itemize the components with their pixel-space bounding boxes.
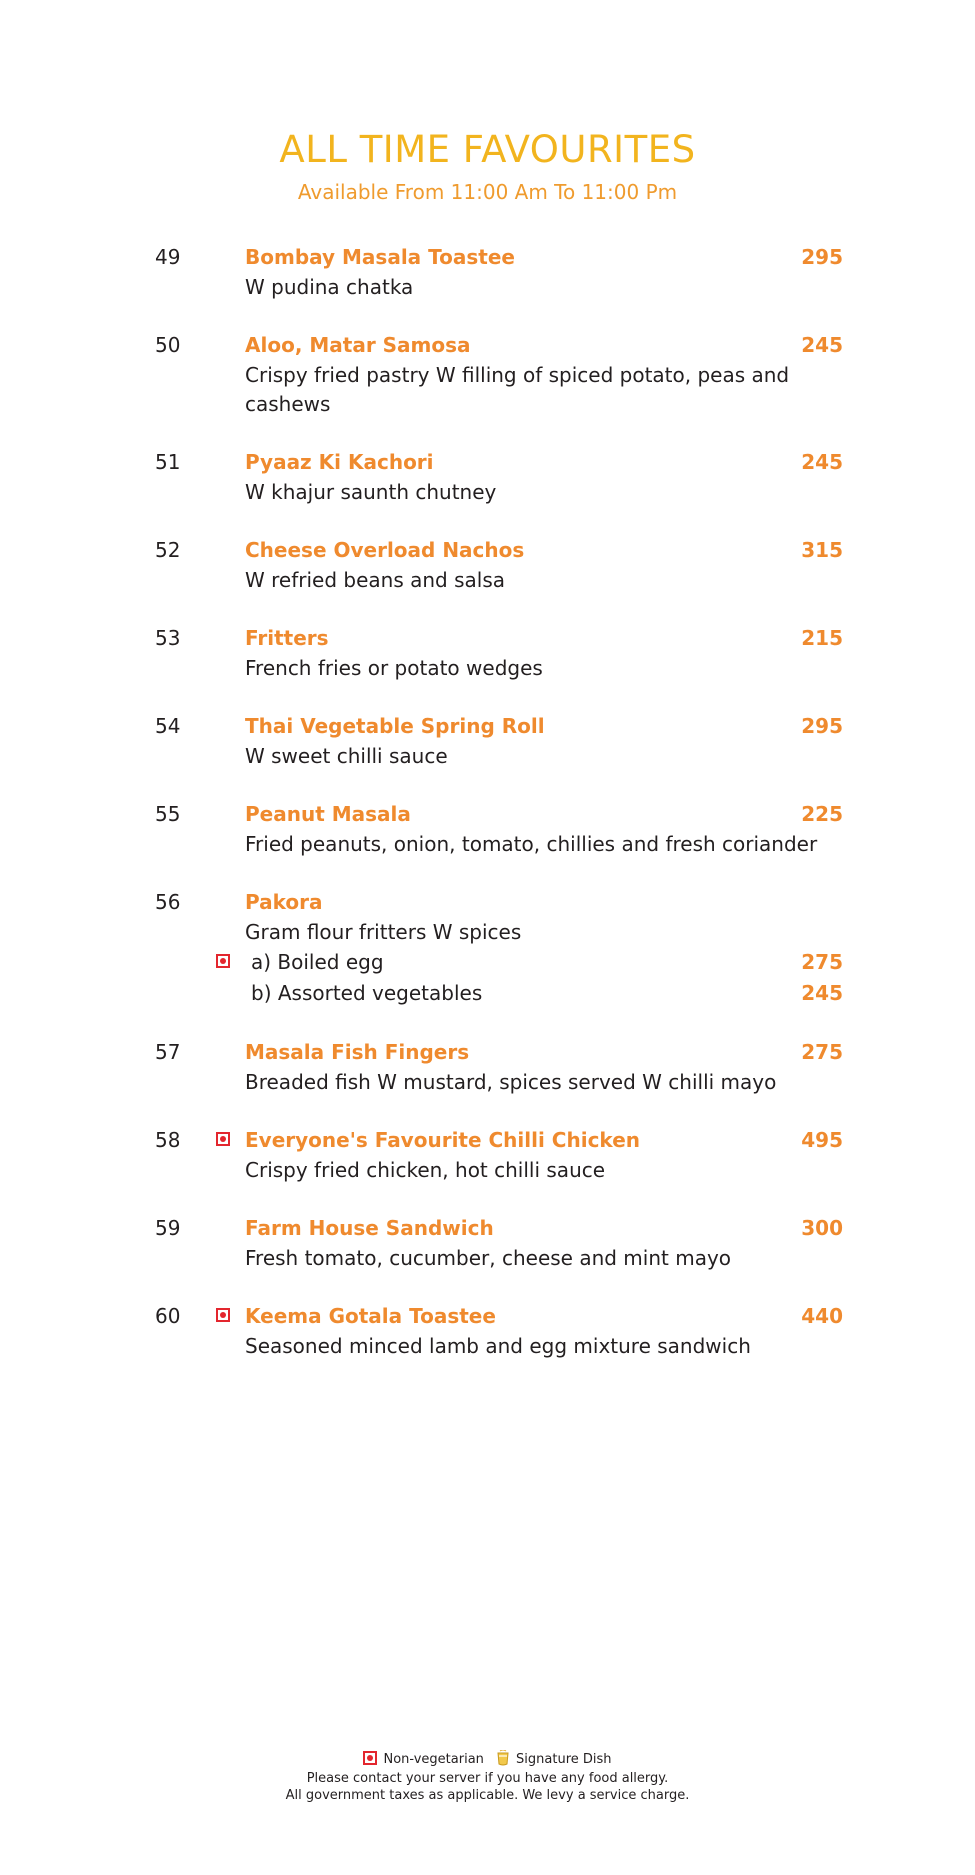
item-name: Keema Gotala Toastee [245, 1304, 496, 1328]
menu-item-header [0, 711, 975, 742]
item-name: Cheese Overload Nachos [245, 538, 525, 562]
menu-item-header [0, 1301, 975, 1332]
item-number: 49 [155, 245, 181, 269]
item-name: Farm House Sandwich [245, 1216, 494, 1240]
item-description: Crispy fried pastry W filling of spiced potato, peas and cashews [245, 363, 790, 416]
menu-header [0, 128, 975, 206]
allergy-note: Please contact your server if you have any food allergy. [306, 1771, 669, 1786]
menu-item-header [0, 1213, 975, 1244]
item-name: Bombay Masala Toastee [245, 245, 515, 269]
menu-item [0, 1213, 975, 1273]
item-description: Fried peanuts, onion, tomato, chillies and fresh coriander [245, 832, 818, 856]
item-number: 59 [155, 1216, 181, 1240]
option-label: a) Boiled egg [251, 950, 384, 974]
menu-item [0, 799, 975, 859]
item-name: Thai Vegetable Spring Roll [245, 714, 545, 738]
item-name: Everyone's Favourite Chilli Chicken [245, 1128, 640, 1152]
item-number: 58 [155, 1128, 181, 1152]
item-description: W pudina chatka [245, 275, 414, 299]
item-name: Pakora [245, 890, 323, 914]
option-price: 245 [801, 981, 843, 1005]
menu-item-header [0, 330, 975, 361]
item-price: 300 [801, 1216, 843, 1240]
menu-item-header [0, 242, 975, 273]
menu-item [0, 1037, 975, 1097]
legend-non-veg-label: Non-vegetarian [383, 1752, 484, 1767]
tax-note: All government taxes as applicable. We levy a service charge. [285, 1788, 690, 1803]
non-veg-icon [216, 1132, 230, 1146]
item-number: 55 [155, 802, 181, 826]
menu-item [0, 887, 975, 1009]
item-price: 215 [801, 626, 843, 650]
item-description: Breaded fish W mustard, spices served W chilli mayo [245, 1070, 777, 1094]
menu-item [0, 1301, 975, 1361]
item-price: 245 [801, 450, 843, 474]
item-description: Fresh tomato, cucumber, cheese and mint mayo [245, 1246, 732, 1270]
item-option [0, 947, 975, 978]
non-veg-icon [216, 1308, 230, 1322]
page-title: ALL TIME FAVOURITES [279, 128, 696, 171]
menu-item [0, 1125, 975, 1185]
item-number: 51 [155, 450, 181, 474]
item-description: Seasoned minced lamb and egg mixture sandwich [245, 1334, 751, 1358]
non-veg-icon [363, 1751, 377, 1765]
item-name: Masala Fish Fingers [245, 1040, 470, 1064]
item-option [0, 978, 975, 1009]
item-price: 225 [801, 802, 843, 826]
item-price: 295 [801, 245, 843, 269]
menu-list [0, 242, 975, 1389]
menu-item-header [0, 1125, 975, 1156]
item-number: 52 [155, 538, 181, 562]
item-description: Crispy fried chicken, hot chilli sauce [245, 1158, 606, 1182]
item-price: 245 [801, 333, 843, 357]
menu-item-header [0, 535, 975, 566]
menu-item [0, 711, 975, 771]
item-description: W khajur saunth chutney [245, 480, 497, 504]
item-price: 275 [801, 1040, 843, 1064]
item-name: Peanut Masala [245, 802, 411, 826]
item-price: 440 [801, 1304, 843, 1328]
non-veg-icon [216, 954, 230, 968]
item-price: 315 [801, 538, 843, 562]
item-description: Gram flour fritters W spices [245, 920, 522, 944]
menu-item-header [0, 447, 975, 478]
item-name: Aloo, Matar Samosa [245, 333, 471, 357]
item-price: 295 [801, 714, 843, 738]
item-name: Pyaaz Ki Kachori [245, 450, 434, 474]
signature-dish-icon [496, 1750, 510, 1766]
item-number: 53 [155, 626, 181, 650]
legend-signature-label: Signature Dish [516, 1752, 612, 1767]
item-description: French fries or potato wedges [245, 656, 543, 680]
menu-item-header [0, 887, 975, 918]
menu-item [0, 447, 975, 507]
item-price: 495 [801, 1128, 843, 1152]
menu-item-header [0, 623, 975, 654]
item-name: Fritters [245, 626, 329, 650]
option-label: b) Assorted vegetables [251, 981, 483, 1005]
item-number: 60 [155, 1304, 181, 1328]
item-description: W refried beans and salsa [245, 568, 505, 592]
menu-footer [0, 1750, 975, 1804]
menu-item [0, 535, 975, 595]
menu-item [0, 242, 975, 302]
item-number: 57 [155, 1040, 181, 1064]
item-number: 50 [155, 333, 181, 357]
menu-item [0, 623, 975, 683]
legend [363, 1750, 611, 1770]
item-number: 56 [155, 890, 181, 914]
menu-item [0, 330, 975, 419]
menu-item-header [0, 799, 975, 830]
availability-subtitle: Available From 11:00 Am To 11:00 Pm [297, 180, 678, 204]
item-description: W sweet chilli sauce [245, 744, 448, 768]
item-number: 54 [155, 714, 181, 738]
menu-item-header [0, 1037, 975, 1068]
option-price: 275 [801, 950, 843, 974]
